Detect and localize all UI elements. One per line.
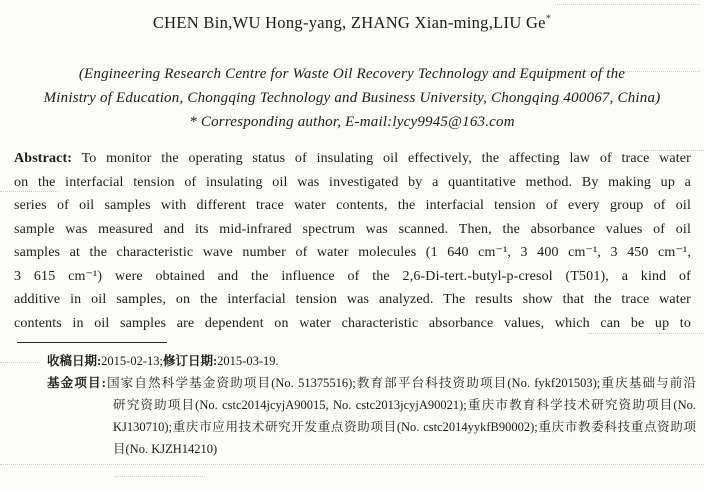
scan-artifact: [0, 362, 40, 363]
author-names: CHEN Bin,WU Hong-yang, ZHANG Xian-ming,LIU Ge: [152, 13, 546, 32]
abstract-line: samples at the characteristic wave number of water molecules (1 640 cm⁻¹, 3 400 cm⁻¹, 3 450 cm⁻¹,: [14, 245, 691, 260]
affiliation-block: [0, 62, 704, 134]
footnote-block: [47, 350, 696, 460]
scan-artifact: [115, 476, 205, 477]
revised-date-value: 2015-03-19.: [217, 354, 279, 368]
scan-artifact: [0, 464, 704, 465]
received-date-value: 2015-02-13;: [101, 354, 163, 368]
revised-date-label: 修订日期:: [162, 354, 218, 368]
fund-line: KJ130710);重庆市应用技术研究开发重点资助项目(No. cstc2014yykfB90002);重庆市教委科技重点资助项: [113, 420, 696, 434]
abstract-line: 3 615 cm⁻¹) were obtained and the influence of the 2,6-Di-tert.-butyl-p-cresol (T501), a kind of: [14, 268, 691, 284]
fund-line: 研究资助项目(No. cstc2014jcyjA90015, No. cstc2013jcyjA90021);重庆市教育科学技术研究资助项目(No.: [113, 398, 696, 412]
fund-label: 基金项目:: [47, 376, 106, 390]
abstract-block: [14, 147, 691, 335]
abstract-line: additive in oil samples, on the interfacial tension was analyzed. The results show that the trace water: [14, 292, 691, 307]
author-line: [0, 0, 704, 33]
footnote-dates-line: [47, 350, 696, 372]
abstract-line: on the interfacial tension of insulating oil was investigated by a quantitative method. By making up a: [14, 174, 691, 190]
corresponding-author-line: * Corresponding author, E-mail:lycy9945@163.com: [189, 114, 515, 130]
affiliation-line-1: (Engineering Research Centre for Waste Oil Recovery Technology and Equipment of the: [78, 66, 626, 82]
received-date-label: 收稿日期:: [47, 354, 102, 368]
abstract-line: [14, 147, 691, 171]
abstract-text: To monitor the operating status of insulating oil effectively, the affecting law of trace water: [72, 151, 691, 166]
fund-line: 目(No. KJZH14210): [113, 442, 218, 456]
footnote-separator: [17, 342, 167, 343]
corresponding-author-mark: *: [545, 13, 552, 25]
abstract-line: contents in oil samples are dependent on water characteristic absorbance values, which can be up to: [14, 315, 691, 331]
abstract-label: Abstract:: [14, 151, 73, 166]
abstract-line: series of oil samples with different trace water contents, the interfacial tension of every group of oil: [14, 198, 691, 213]
fund-text: 国家自然科学基金资助项目(No. 51375516);教育部平台科技资助项目(No. fykf201503);重庆基础与前沿: [105, 376, 696, 390]
abstract-line: sample was measured and its mid-infrared spectrum was scanned. Then, the absorbance values of oil: [14, 221, 691, 237]
fund-line: [47, 372, 696, 394]
affiliation-line-2: Ministry of Education, Chongqing Technology and Business University, Chongqing 400067, China): [43, 90, 661, 106]
